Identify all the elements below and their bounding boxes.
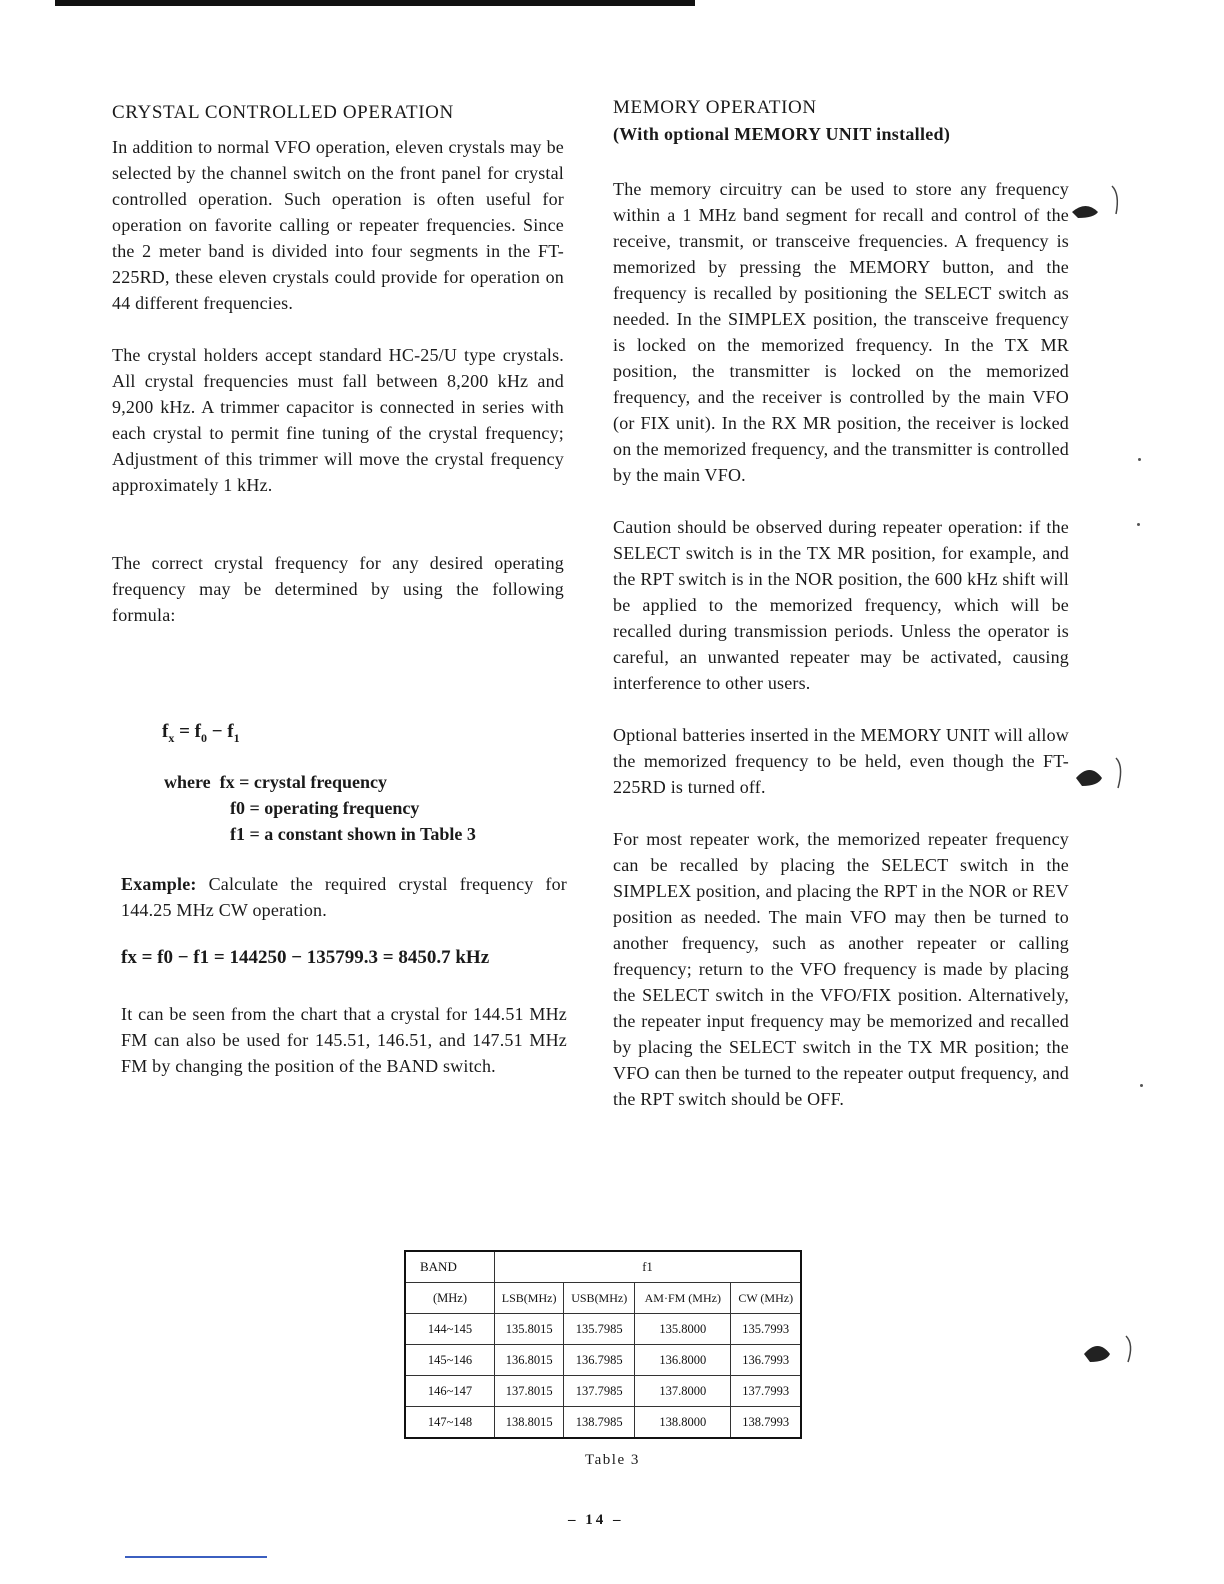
where-f0-symbol: f0 (230, 798, 245, 818)
table-row (405, 1407, 801, 1439)
value-cell: 136.8015 (495, 1345, 564, 1376)
top-edge-bar (55, 0, 695, 6)
value-cell: 136.7985 (564, 1345, 635, 1376)
column-header: CW (MHz) (731, 1283, 801, 1314)
band-header: BAND (405, 1251, 495, 1283)
band-unit-header: (MHz) (405, 1283, 495, 1314)
value-cell: 138.7993 (731, 1407, 801, 1439)
example-text: Calculate the required crystal frequency for 144.25 MHz CW operation. (121, 874, 568, 920)
paper-speck (1138, 458, 1141, 461)
column-header: LSB(MHz) (495, 1283, 564, 1314)
crystal-paragraph-2: The crystal holders accept standard HC-25/U type crystals. All crystal frequencies must fall between 8,200 kHz and 9,200 kHz. A trimmer capacitor is connected in series with each crystal to permit fine tuning of the crystal frequency; Adjustment of this trimmer will move the crystal frequency approximately 1 kHz. (112, 345, 564, 495)
value-cell: 138.8000 (635, 1407, 731, 1439)
f1-header: f1 (495, 1251, 802, 1283)
value-cell: 136.7993 (731, 1345, 801, 1376)
band-cell: 146~147 (405, 1376, 495, 1407)
example-label: Example: (121, 874, 197, 894)
band-cell: 145~146 (405, 1345, 495, 1376)
example-formula: fx = f0 − f1 = 144250 − 135799.3 = 8450.7 kHz (121, 947, 490, 968)
value-cell: 135.7985 (564, 1314, 635, 1345)
column-header: USB(MHz) (564, 1283, 635, 1314)
where-fx-definition: = crystal frequency (239, 772, 388, 792)
memory-subtitle: (With optional MEMORY UNIT installed) (613, 124, 951, 144)
crystal-paragraph-1: In addition to normal VFO operation, eleven crystals may be selected by the channel switch on the front panel for crystal controlled operation. Such operation is often useful for operation on favorite calling or repeater frequencies. Since the 2 meter band is divided into four segments in the FT-225RD, these eleven crystals could provide for operation on 44 different frequencies. (112, 137, 564, 313)
band-cell: 144~145 (405, 1314, 495, 1345)
column-header: AM·FM (MHz) (635, 1283, 731, 1314)
crystal-section-title: CRYSTAL CONTROLLED OPERATION (112, 102, 454, 123)
where-f1-definition: = a constant shown in Table 3 (249, 824, 476, 844)
where-label: where (164, 772, 211, 792)
table-caption: Table 3 (585, 1452, 640, 1468)
crystal-paragraph-3: The correct crystal frequency for any desired operating frequency may be determined by using the following formula: (112, 553, 564, 625)
value-cell: 135.8015 (495, 1314, 564, 1345)
value-cell: 137.8000 (635, 1376, 731, 1407)
punch-hole-mark-icon (1068, 182, 1128, 232)
paper-speck (1140, 1084, 1143, 1087)
crystal-paragraph-4: It can be seen from the chart that a crystal for 144.51 MHz FM can also be used for 145.51, 146.51, and 147.51 MHz FM by changing the position of the BAND switch. (121, 1004, 567, 1076)
memory-paragraph-2: Caution should be observed during repeater operation: if the SELECT switch is in the TX MR position, for example, and the RPT switch is in the NOR position, the 600 kHz shift will be applied to the memorized frequency, which will be recalled during transmission periods. Unless the operator is careful, an unwanted repeater may be activated, causing interference to other users. (613, 517, 1069, 693)
crystal-formula: $f_x = f_0 - f_1$ (162, 721, 240, 745)
example-paragraph (121, 871, 567, 923)
formula-definitions (164, 769, 476, 847)
value-cell: 138.7985 (564, 1407, 635, 1439)
memory-paragraph-3: Optional batteries inserted in the MEMORY UNIT will allow the memorized frequency to be held, even though the FT-225RD is turned off. (613, 725, 1069, 797)
right-column (613, 95, 1069, 1112)
value-cell: 137.8015 (495, 1376, 564, 1407)
value-cell: 135.8000 (635, 1314, 731, 1345)
memory-paragraph-4: For most repeater work, the memorized repeater frequency can be recalled by placing the SELECT switch in the SIMPLEX position, and placing the RPT in the NOR or REV position as needed. The main VFO may then be turned to another frequency, such as another repeater or calling frequency; return to the VFO frequency is made by placing the SELECT switch in the VFO/FIX position. Alternatively, the repeater input frequency may be memorized and recalled by placing the SELECT switch in the TX MR position; the VFO can then be turned to the repeater output frequency, and the RPT switch should be OFF. (613, 829, 1069, 1109)
paper-speck (1137, 523, 1140, 526)
where-f1-symbol: f1 (230, 824, 245, 844)
memory-section-title: MEMORY OPERATION (613, 97, 817, 118)
value-cell: 136.8000 (635, 1345, 731, 1376)
where-f0-definition: = operating frequency (249, 798, 420, 818)
left-column (112, 100, 564, 628)
example-block (121, 871, 567, 1079)
value-cell: 135.7993 (731, 1314, 801, 1345)
bottom-edge-line (125, 1556, 267, 1558)
value-cell: 137.7985 (564, 1376, 635, 1407)
table-row (405, 1376, 801, 1407)
constant-table (404, 1250, 802, 1439)
band-cell: 147~148 (405, 1407, 495, 1439)
value-cell: 137.7993 (731, 1376, 801, 1407)
table-row (405, 1345, 801, 1376)
value-cell: 138.8015 (495, 1407, 564, 1439)
where-fx-symbol: fx (219, 772, 235, 792)
punch-hole-mark-icon (1080, 1322, 1140, 1372)
memory-paragraph-1: The memory circuitry can be used to store any frequency within a 1 MHz band segment for recall and control of the receive, transmit, or transceive frequencies. A frequency is memorized by pressing the MEMORY button, and the frequency is recalled by positioning the SELECT switch as needed. In the SIMPLEX position, the transceive frequency is locked on the memorized frequency. In the TX MR position, the transmitter is locked on the memorized frequency, and the receiver is controlled by the main VFO (or FIX unit). In the RX MR position, the receiver is locked on the memorized frequency, and the transmitter is controlled by the main VFO. (613, 179, 1069, 485)
page-number: – 14 – (568, 1512, 624, 1528)
punch-hole-mark-icon (1072, 752, 1132, 802)
table-row (405, 1314, 801, 1345)
